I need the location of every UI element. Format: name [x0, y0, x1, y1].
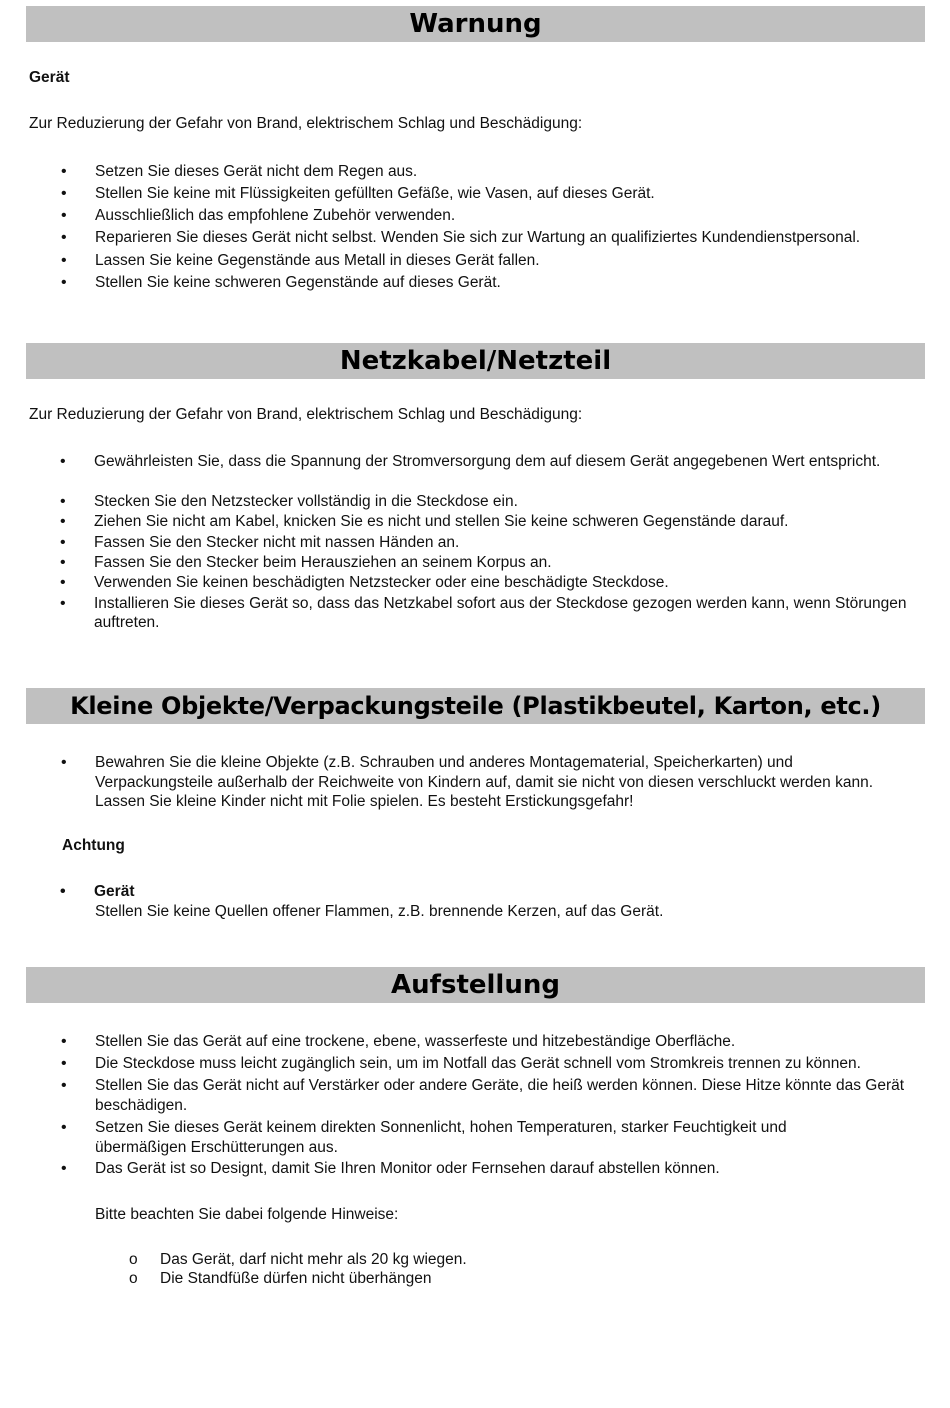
list-item: • Bewahren Sie die kleine Objekte (z.B. Schrauben und anderes Montagematerial, Speicherkarten) und Verpackungsteile außerhalb der Reichweite von Kindern auf, damit sie nicht von diesen verschluckt werden kann. Lassen Sie kleine Kinder nicht mit Folie spielen. Es besteht Erstickungsgefahr! — [95, 753, 905, 812]
section-title-objekte: Kleine Objekte/Verpackungsteile (Plastikbeutel, Karton, etc.) — [26, 688, 925, 724]
list-item: • Das Gerät ist so Designt, damit Sie Ihren Monitor oder Fernsehen darauf abstellen können. — [95, 1159, 925, 1179]
section-title-warnung: Warnung — [26, 6, 925, 42]
list-item: • Reparieren Sie dieses Gerät nicht selbst. Wenden Sie sich zur Wartung an qualifiziertes Kundendienstpersonal. — [95, 228, 925, 248]
caution-item-title: • Gerät — [94, 882, 894, 902]
list-item: • Ausschließlich das empfohlene Zubehör verwenden. — [95, 206, 925, 226]
list-item: • Gewährleisten Sie, dass die Spannung der Stromversorgung dem auf diesem Gerät angegebenen Wert entspricht. — [94, 452, 884, 471]
list-item: • Lassen Sie keine Gegenstände aus Metall in dieses Gerät fallen. — [95, 251, 925, 271]
netzkabel-intro: Zur Reduzierung der Gefahr von Brand, elektrischem Schlag und Beschädigung: — [29, 406, 583, 423]
caution-label: Achtung — [62, 837, 125, 854]
list-item: • Verwenden Sie keinen beschädigten Netzstecker oder eine beschädigte Steckdose. — [94, 573, 924, 593]
caution-item-text: Stellen Sie keine Quellen offener Flammen, z.B. brennende Kerzen, auf das Gerät. — [95, 903, 664, 920]
list-item: • Stellen Sie keine schweren Gegenstände auf dieses Gerät. — [95, 273, 925, 293]
section-title-aufstellung: Aufstellung — [26, 967, 925, 1003]
list-item: • Setzen Sie dieses Gerät keinem direkten Sonnenlicht, hohen Temperaturen, starker Feuchtigkeit und übermäßigen Erschütterungen aus. — [95, 1118, 855, 1157]
list-item: • Stellen Sie das Gerät nicht auf Verstärker oder andere Geräte, die heiß werden können. Diese Hitze könnte das Gerät beschädigen. — [95, 1076, 925, 1115]
list-item: • Fassen Sie den Stecker nicht mit nassen Händen an. — [94, 533, 924, 553]
list-item: • Die Steckdose muss leicht zugänglich sein, um im Notfall das Gerät schnell vom Stromkreis trennen zu können. — [95, 1054, 925, 1074]
list-item: • Stecken Sie den Netzstecker vollständig in die Steckdose ein. — [94, 492, 924, 512]
sub-list-item: o Das Gerät, darf nicht mehr als 20 kg wiegen. — [160, 1250, 467, 1270]
section-title-netzkabel: Netzkabel/Netzteil — [26, 343, 925, 379]
aufstellung-note: Bitte beachten Sie dabei folgende Hinweise: — [95, 1206, 399, 1223]
list-item: • Fassen Sie den Stecker beim Herausziehen an seinem Korpus an. — [94, 553, 924, 573]
warnung-intro: Zur Reduzierung der Gefahr von Brand, elektrischem Schlag und Beschädigung: — [29, 115, 583, 132]
sub-list-item: o Die Standfüße dürfen nicht überhängen — [160, 1269, 431, 1289]
list-item: • Stellen Sie keine mit Flüssigkeiten gefüllten Gefäße, wie Vasen, auf dieses Gerät. — [95, 184, 925, 204]
device-label: Gerät — [29, 69, 70, 86]
list-item: • Stellen Sie das Gerät auf eine trockene, ebene, wasserfeste und hitzebeständige Oberfläche. — [95, 1032, 925, 1052]
list-item: • Ziehen Sie nicht am Kabel, knicken Sie es nicht und stellen Sie keine schweren Gegenstände darauf. — [94, 512, 924, 532]
list-item: • Setzen Sie dieses Gerät nicht dem Regen aus. — [95, 162, 925, 182]
list-item: • Installieren Sie dieses Gerät so, dass das Netzkabel sofort aus der Steckdose gezogen werden kann, wenn Störungen auftreten. — [94, 594, 914, 632]
